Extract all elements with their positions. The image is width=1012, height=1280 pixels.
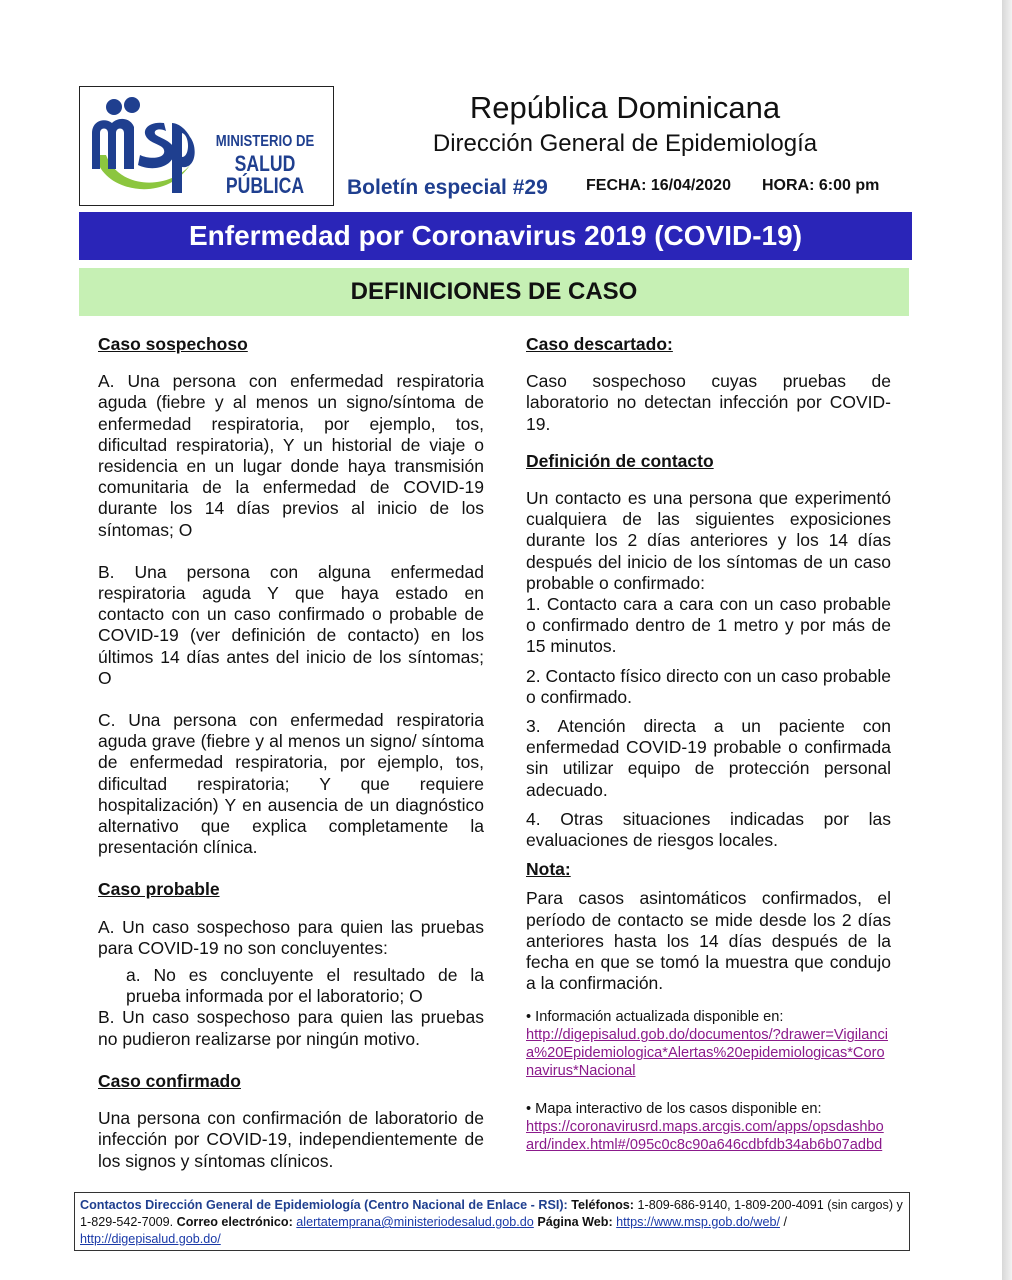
footer-web-label: Página Web: xyxy=(537,1215,613,1229)
bullet-icon: • xyxy=(526,1101,532,1118)
definicion-contacto-heading: Definición de contacto xyxy=(526,450,714,471)
bulletin-number: Boletín especial #29 xyxy=(347,176,548,199)
caso-probable-a: A. Un caso sospechoso para quien las pruebas para COVID-19 no son concluyentes: xyxy=(98,916,484,958)
caso-probable-heading: Caso probable xyxy=(98,879,220,900)
caso-sospechoso-b: B. Una persona con alguna enfermedad respiratoria aguda Y que haya estado en contacto con un caso confirmado o probable de COVID-19 (ver definición de contacto) en los últimos 14 días antes del inicio de los síntomas; O xyxy=(98,561,484,688)
logo-wordmark xyxy=(198,131,332,197)
footer-phone-label: Teléfonos: xyxy=(571,1198,635,1212)
country-heading: República Dominicana xyxy=(469,90,781,125)
mapa-interactivo-link[interactable]: https://coronavirusrd.maps.arcgis.com/apps/opsdashboard/index.html#/095c0c8c90a646cdbfdb34ab6b07adbd xyxy=(526,1119,884,1154)
info-actualizada-label: Información actualizada disponible en: xyxy=(535,1009,784,1026)
logo-line-1: MINISTERIO DE xyxy=(215,133,315,150)
contacto-item-2: 2. Contacto físico directo con un caso probable o confirmado. xyxy=(526,665,891,707)
footer-web-link-digepi[interactable]: http://digepisalud.gob.do/ xyxy=(80,1232,221,1246)
caso-sospechoso-heading: Caso sospechoso xyxy=(98,334,248,354)
logo-line-2: SALUD PÚBLICA xyxy=(225,151,305,198)
caso-confirmado-text: Una persona con confirmación de laboratorio de infección por COVID-19, independientemente de los signos y síntomas clínicos. xyxy=(98,1108,484,1171)
caso-probable-b: B. Un caso sospechoso para quien las pruebas no pudieron realizarse por ningún motivo. xyxy=(98,1007,484,1049)
contacto-item-4: 4. Otras situaciones indicadas por las evaluaciones de riesgos locales. xyxy=(526,808,891,851)
section-title-bar: DEFINICIONES DE CASO xyxy=(79,268,909,316)
document-title-bar: Enfermedad por Coronavirus 2019 (COVID-19) xyxy=(79,212,912,260)
footer-email-link[interactable]: alertatemprana@ministeriodesalud.gob.do xyxy=(296,1215,534,1229)
definicion-contacto-intro: Un contacto es una persona que experimentó cualquiera de las siguientes exposiciones durante los 2 días anteriores y los 14 días después del inicio de los síntomas de un caso probable o confirmado: xyxy=(526,488,891,593)
caso-descartado-text: Caso sospechoso cuyas pruebas de laboratorio no detectan infección por COVID-19. xyxy=(526,371,891,434)
msp-logo xyxy=(79,86,334,206)
footer-org: Contactos Dirección General de Epidemiología (Centro Nacional de Enlace - RSI): xyxy=(80,1198,568,1212)
agency-heading: Dirección General de Epidemiología xyxy=(432,130,818,157)
bullet-icon: • xyxy=(526,1009,532,1026)
right-column xyxy=(526,334,891,1154)
contacto-item-1: 1. Contacto cara a cara con un caso probable o confirmado dentro de 1 metro y por más de 15 minutos. xyxy=(526,594,891,657)
msp-logo-mark-icon xyxy=(86,93,196,201)
info-actualizada-link[interactable]: http://digepisalud.gob.do/documentos/?drawer=Vigilancia%20Epidemiologica*Alertas%20epidemiologicas*Coronavirus*Nacional xyxy=(526,1027,888,1080)
caso-descartado-heading: Caso descartado: xyxy=(526,334,673,354)
footer-web-link-msp[interactable]: https://www.msp.gob.do/web/ xyxy=(616,1215,780,1229)
footer-phones: 1-809-686-9140, 1-809-200-4091 (sin cargos) y 1-829-542-7009. xyxy=(80,1198,903,1229)
caso-sospechoso-a: A. Una persona con enfermedad respiratoria aguda (fiebre y al menos un signo/síntoma de enfermedad respiratoria, por ejemplo, tos, dificultad respiratoria), Y un historial de viaje o residencia en un lugar donde haya transmisión comunitaria de la enfermedad de COVID-19 durante los 14 días previos al inicio de los síntomas; O xyxy=(98,371,484,540)
page-edge-shadow xyxy=(1002,0,1012,1280)
caso-sospechoso-c: C. Una persona con enfermedad respiratoria aguda grave (fiebre y al menos un signo/ síntoma de enfermedad respiratoria, por ejemplo, tos, dificultad respiratoria; Y que requiere hospitalización) Y en ausencia de un diagnóstico alternativo que explica completamente la presentación clínica. xyxy=(98,710,484,858)
caso-probable-a-sub: a. No es concluyente el resultado de la prueba informada por el laboratorio; O xyxy=(126,965,484,1007)
bulletin-date: FECHA: 16/04/2020 xyxy=(586,177,731,194)
mapa-interactivo-label: Mapa interactivo de los casos disponible en: xyxy=(535,1101,822,1118)
left-column xyxy=(98,334,484,1172)
contact-footer xyxy=(74,1192,910,1251)
mapa-interactivo-note xyxy=(526,1100,891,1118)
info-actualizada-note xyxy=(526,1008,891,1026)
contacto-item-3: 3. Atención directa a un paciente con enfermedad COVID-19 probable o confirmada sin utilizar equipo de protección personal adecuado. xyxy=(526,716,891,800)
caso-confirmado-heading: Caso confirmado xyxy=(98,1070,241,1091)
nota-text: Para casos asintomáticos confirmados, el período de contacto se mide desde los 2 días anteriores hasta los 14 días después de la fecha en que se tomó la muestra que condujo a la confirmación. xyxy=(526,888,891,994)
bulletin-time: HORA: 6:00 pm xyxy=(762,177,880,194)
footer-separator: / xyxy=(783,1215,787,1229)
footer-email-label: Correo electrónico: xyxy=(176,1215,293,1229)
nota-heading: Nota: xyxy=(526,859,571,880)
